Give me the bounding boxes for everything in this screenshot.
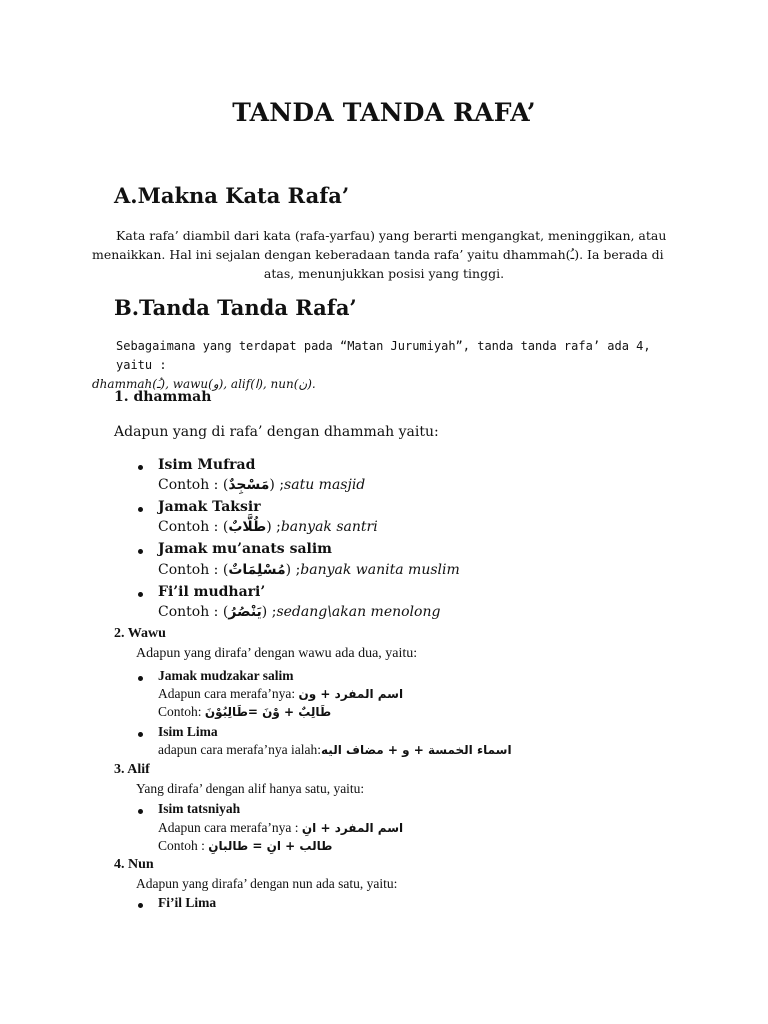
item-1-bullet-4-name: Fi’il mudhari’ <box>158 584 266 600</box>
example-prefix: Contoh : ( <box>158 562 229 578</box>
example-gloss: banyak santri <box>280 519 378 535</box>
example-prefix: Contoh : ( <box>158 604 229 620</box>
item-2-bullet-1-name: Jamak mudzakar salim <box>158 668 294 683</box>
item-2-bullet-2-line-1 <box>158 742 512 758</box>
item-1-bullet-2-example <box>158 519 378 535</box>
item-2-bullet-2-name: Isim Lima <box>158 724 218 739</box>
item-2-label: 2. Wawu <box>114 626 166 641</box>
example-arabic: طَالِبٌ + وْنَ =طَالِبُوْنَ <box>204 705 332 719</box>
item-1-bullet-1-example <box>158 477 365 493</box>
bullet-icon <box>138 809 143 814</box>
item-1-bullet-1-name: Isim Mufrad <box>158 457 256 473</box>
item-3-intro: Yang dirafa’ dengan alif hanya satu, yaitu: <box>136 781 365 796</box>
bullet-icon <box>138 903 143 908</box>
formula-arabic: اسماء الخمسة + و + مضاف اليه <box>321 743 512 757</box>
example-arabic: مُسْلِمَاتٌ <box>228 562 286 578</box>
item-3-bullet-1-name: Isim tatsniyah <box>158 801 241 816</box>
item-3-label: 3. Alif <box>114 762 150 777</box>
item-1-bullet-2-name: Jamak Taksir <box>158 499 261 515</box>
page-title: TANDA TANDA RAFA’ <box>232 98 536 127</box>
example-suffix: ) ; <box>261 604 277 620</box>
section-b-heading: B.Tanda Tanda Rafa’ <box>114 295 357 320</box>
example-arabic: طالب + انِ = طالبانِ <box>208 839 333 853</box>
item-4-intro: Adapun yang dirafa’ dengan nun ada satu, yaitu: <box>136 876 398 891</box>
example-prefix: Contoh : ( <box>158 477 229 493</box>
example-suffix: ) ; <box>285 562 301 578</box>
example-label: Contoh : <box>158 838 209 853</box>
item-4-label: 4. Nun <box>114 857 154 872</box>
formula-arabic: اسم المفرد + ون <box>298 687 404 701</box>
example-gloss: banyak wanita muslim <box>300 562 460 578</box>
example-prefix: Contoh : ( <box>158 519 229 535</box>
item-2-bullet-1-line-1 <box>158 686 403 702</box>
example-gloss: satu masjid <box>284 477 366 493</box>
bullet-icon <box>138 676 143 681</box>
example-label: Contoh: <box>158 704 205 719</box>
item-3-bullet-1-line-1 <box>158 820 403 836</box>
bullet-icon <box>138 549 143 554</box>
bullet-icon <box>138 507 143 512</box>
section-a-paragraph <box>92 226 676 283</box>
section-b-intro-line-2: dhammah(ـُ), wawu(و), alif(ا), nun(ن). <box>92 377 316 391</box>
example-suffix: ) ; <box>269 477 285 493</box>
section-a-line-3: atas, menunjukkan posisi yang tinggi. <box>263 266 505 281</box>
example-gloss: sedang\akan menolong <box>276 604 441 620</box>
formula-label: Adapun cara merafa’nya: <box>158 686 299 701</box>
section-a-line-2: menaikkan. Hal ini sejalan dengan keberadaan tanda rafa’ yaitu dhammah(ـُ). Ia berada di <box>92 247 664 262</box>
item-1-bullet-3-example <box>158 562 460 578</box>
bullet-icon <box>138 592 143 597</box>
bullet-icon <box>138 732 143 737</box>
section-b-intro-line-1: Sebagaimana yang terdapat pada “Matan Jurumiyah”, tanda tanda rafa’ ada 4, yaitu : <box>116 339 651 372</box>
example-arabic: يَنْصُرُ <box>228 604 262 620</box>
formula-arabic: اسم المفرد + انِ <box>301 821 404 835</box>
example-arabic: طُلَّابٌ <box>228 519 267 535</box>
item-1-label: 1. dhammah <box>114 389 212 405</box>
formula-label: adapun cara merafa’nya ialah: <box>158 742 322 757</box>
item-4-bullet-1-name: Fi’il Lima <box>158 895 217 910</box>
formula-label: Adapun cara merafa’nya : <box>158 820 302 835</box>
section-b-intro <box>92 337 676 394</box>
item-1-bullet-4-example <box>158 604 440 620</box>
section-a-heading: A.Makna Kata Rafa’ <box>114 183 350 208</box>
example-arabic: مَسْجِدٌ <box>228 477 270 493</box>
section-a-line-1: Kata rafa’ diambil dari kata (rafa-yarfau) yang berarti mengangkat, meninggikan, atau <box>116 228 667 243</box>
item-2-bullet-1-line-2 <box>158 704 331 720</box>
bullet-icon <box>138 465 143 470</box>
example-suffix: ) ; <box>266 519 281 535</box>
item-1-intro: Adapun yang di rafa’ dengan dhammah yaitu: <box>114 424 439 440</box>
item-1-bullet-3-name: Jamak mu’anats salim <box>158 541 332 557</box>
item-2-intro: Adapun yang dirafa’ dengan wawu ada dua, yaitu: <box>136 646 418 661</box>
item-3-bullet-1-line-2 <box>158 838 332 854</box>
